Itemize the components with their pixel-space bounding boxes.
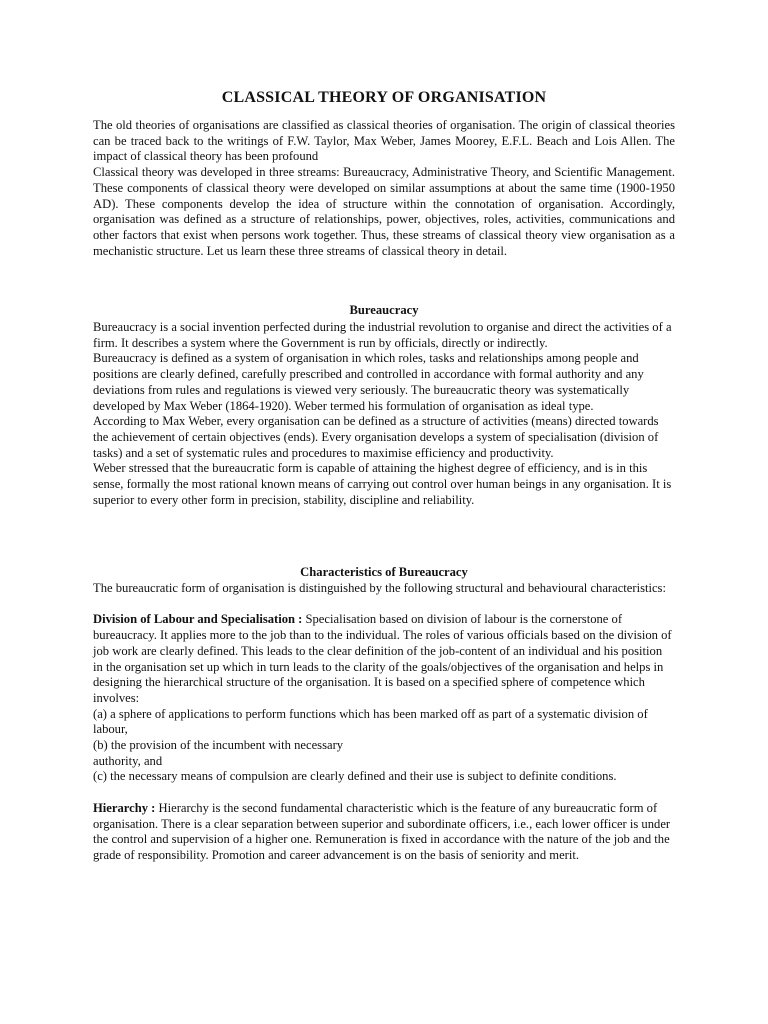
hierarchy-lead: Hierarchy : bbox=[93, 800, 156, 815]
bureaucracy-heading: Bureaucracy bbox=[349, 303, 419, 317]
division-paragraph bbox=[93, 612, 675, 706]
bureaucracy-paragraph-3: According to Max Weber, every organisation can be defined as a structure of activities (means) directed towards the achievement of certain objectives (ends). Every organisation develops a system of specialisation (division of tasks) and a set of systematic rules and procedures to maximise efficiency and productivity. bbox=[93, 414, 659, 460]
hierarchy-text: Hierarchy is the second fundamental characteristic which is the feature of any bureaucratic form of organisation. There is a clear separation between superior and subordinate officers, i.e., each lower officer is under the control and supervision of a higher one. Remuneration is fixed in accordance with the nature of the job and the grade of responsibility. Promotion and career advancement is on the basis of seniority and merit. bbox=[93, 800, 671, 862]
characteristics-heading: Characteristics of Bureaucracy bbox=[300, 565, 468, 579]
division-lead: Division of Labour and Specialisation : bbox=[93, 612, 303, 627]
characteristics-intro: The bureaucratic form of organisation is distinguished by the following structural and behavioural characteristics: bbox=[93, 581, 666, 595]
characteristics-section bbox=[93, 581, 675, 864]
hierarchy-paragraph bbox=[93, 801, 675, 864]
bureaucracy-paragraph-1: Bureaucracy is a social invention perfected during the industrial revolution to organise and direct the activities of a firm. It describes a system where the Government is run by officials, directly or indirectly. bbox=[93, 320, 672, 350]
list-item-b: (b) the provision of the incumbent with necessary bbox=[93, 738, 344, 753]
intro-section bbox=[93, 118, 675, 259]
page-title: CLASSICAL THEORY OF ORGANISATION bbox=[221, 89, 547, 106]
bureaucracy-paragraph-4: Weber stressed that the bureaucratic form is capable of attaining the highest degree of efficiency, and is in this sense, formally the most rational known means of carrying out control over human beings in any organisation. It is superior to every other form in precision, stability, discipline and reliability. bbox=[93, 461, 672, 507]
bureaucracy-section bbox=[93, 320, 675, 508]
spacer bbox=[93, 785, 675, 801]
list-item-a: (a) a sphere of applications to perform functions which has been marked off as part of a systematic division of labour, bbox=[93, 706, 648, 737]
intro-paragraph-2: Classical theory was developed in three streams: Bureaucracy, Administrative Theory, and Scientific Management. These components of classical theory were developed on similar assumptions at about the same time (1900-1950 AD). These components develop the idea of structure within the connotation of organisation. Accordingly, organisation was defined as a structure of relationships, power, objectives, roles, activities, communications and other factors that exist when persons work together. Thus, these streams of classical theory view organisation as a mechanistic structure. Let us learn these three streams of classical theory in detail. bbox=[93, 165, 675, 258]
intro-paragraph-1: The old theories of organisations are classified as classical theories of organisation. The origin of classical theories can be traced back to the writings of F.W. Taylor, Max Weber, James Moorey, E.F.L. Beach and Lois Allen. The impact of classical theory has been profound bbox=[93, 118, 675, 164]
spacer bbox=[93, 597, 675, 613]
division-text: Specialisation based on division of labour is the cornerstone of bureaucracy. It applies more to the job than to the individual. The roles of various officials based on the division of job work are clearly defined. This leads to the clear definition of the job-content of an individual and his position in the organisation set up which in turn leads to the clarity of the goals/objectives of the organisation and helps in designing the hierarchical structure of the organisation. It is based on a specified sphere of competence which involves: bbox=[93, 612, 672, 705]
bureaucracy-paragraph-2: Bureaucracy is defined as a system of organisation in which roles, tasks and relationships among people and positions are clearly defined, carefully prescribed and controlled in accordance with formal authority and any deviations from rules and regulations is viewed very seriously. The bureaucratic theory was systematically developed by Max Weber (1864-1920). Weber termed his formulation of organisation as ideal type. bbox=[93, 351, 644, 413]
list-item-b-continued: authority, and bbox=[93, 753, 163, 768]
list-item-c: (c) the necessary means of compulsion are clearly defined and their use is subject to definite conditions. bbox=[93, 769, 617, 784]
